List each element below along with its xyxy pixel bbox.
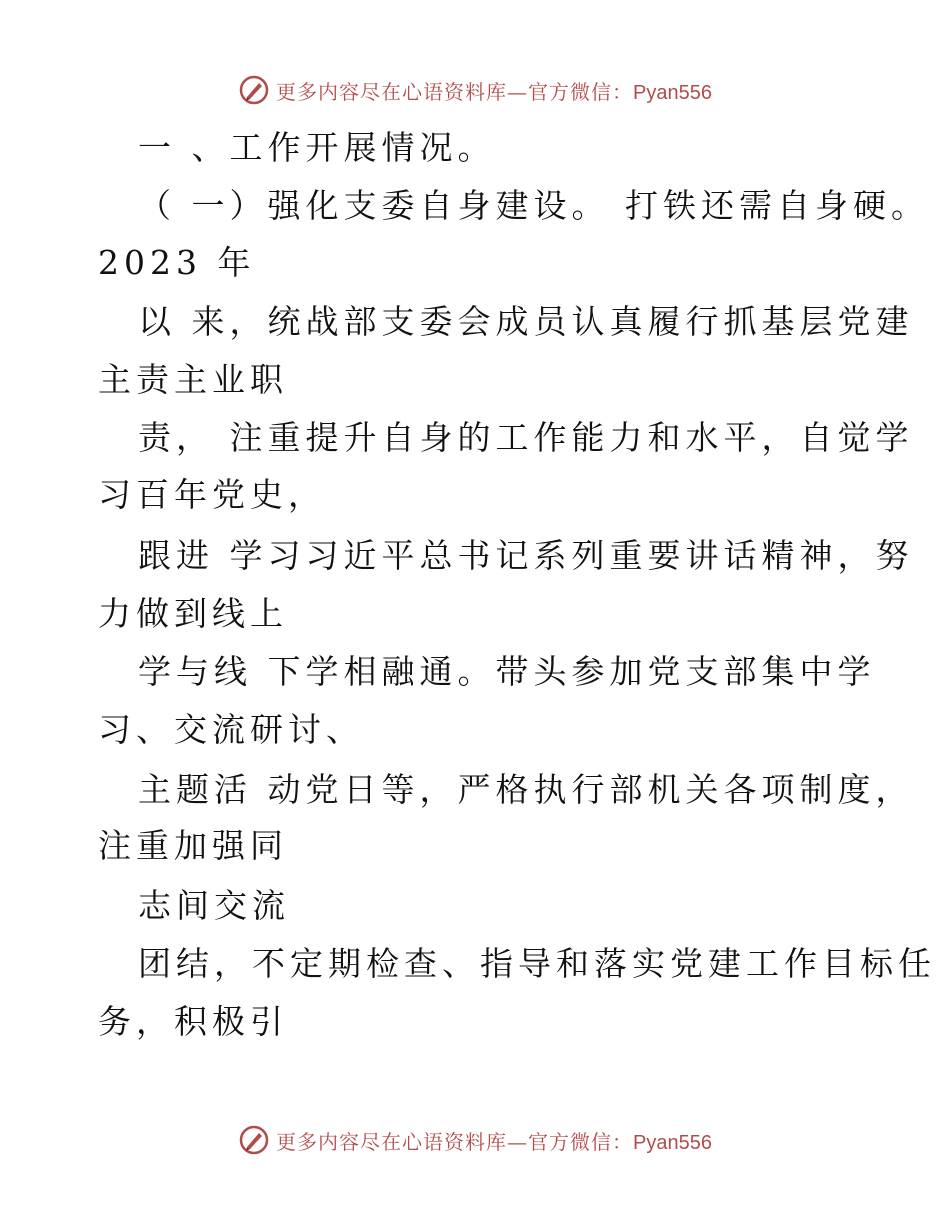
pen-logo-icon: [238, 1124, 270, 1156]
text-line: 团结，不定期检查、指导和落实党建工作目标任: [138, 944, 936, 983]
text-line: 志间交流: [138, 886, 290, 925]
footer-watermark-banner: [0, 1120, 950, 1160]
text-line: 务，积极引: [98, 1002, 288, 1041]
footer-wechat-id: Pyan556: [633, 1131, 712, 1154]
text-line: 主责主业职: [98, 360, 288, 399]
header-watermark-banner: [0, 70, 950, 110]
header-wechat-id: Pyan556: [633, 81, 712, 104]
text-line: 力做到线上: [98, 594, 288, 633]
text-line: 习、交流研讨、: [98, 710, 364, 749]
text-line: 一 、工作开展情况。: [138, 128, 496, 167]
footer-banner-label: 更多内容尽在心语资料库—官方微信：: [276, 1129, 634, 1154]
text-line: 跟进 学习习近平总书记系列重要讲话精神，努: [138, 536, 914, 575]
header-banner-label: 更多内容尽在心语资料库—官方微信：: [276, 79, 634, 104]
text-line: 习百年党史，: [98, 475, 326, 514]
header-banner-text: [276, 76, 712, 105]
text-line: 学与线 下学相融通。带头参加党支部集中学: [138, 652, 876, 691]
pen-logo-icon: [238, 74, 270, 106]
text-line: 注重加强同: [98, 826, 288, 865]
text-line: 主题活 动党日等，严格执行部机关各项制度，: [138, 770, 914, 809]
text-line: 以 来，统战部支委会成员认真履行抓基层党建: [138, 302, 914, 341]
footer-banner-text: [276, 1126, 712, 1155]
text-line: 2023 年: [98, 243, 256, 282]
text-line: 责， 注重提升自身的工作能力和水平，自觉学: [138, 418, 914, 457]
text-line: （ 一）强化支委自身建设。 打铁还需自身硬。: [138, 186, 929, 225]
